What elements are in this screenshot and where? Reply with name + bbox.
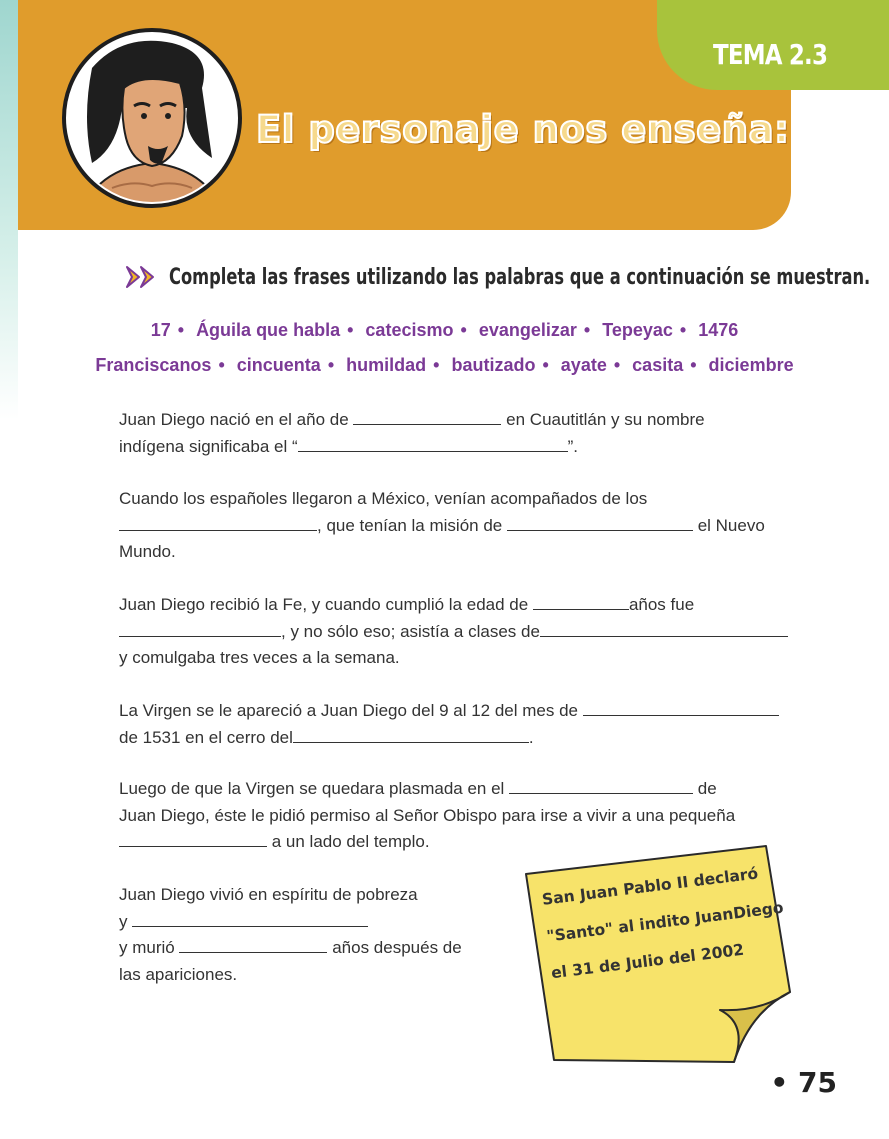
sentence-text: y comulgaba tres veces a la semana.: [119, 648, 400, 667]
fill-blank[interactable]: [119, 514, 317, 531]
fill-blank[interactable]: [179, 936, 327, 953]
sentence-text: Juan Diego vivió en espíritu de pobreza: [119, 885, 418, 904]
sentence-4: [119, 698, 819, 751]
sentence-text: el Nuevo: [697, 515, 765, 535]
sentence-text: Cuando los españoles llegaron a México, venían acompañados de los: [119, 489, 648, 508]
sentence-text: ”.: [567, 436, 579, 456]
sentence-text: Juan Diego, éste le pidió permiso al Señor Obispo para irse a vivir a una pequeña: [119, 805, 736, 825]
sentence-text: y murió: [119, 938, 175, 957]
word-bank-item: humildad: [346, 355, 427, 375]
word-bank-item: cincuenta: [236, 355, 321, 375]
word-bank-item: bautizado: [451, 355, 536, 375]
sentence-text: Juan Diego recibió la Fe, y cuando cumplió la edad de: [119, 595, 529, 614]
sentence-text: Luego de que la Virgen se quedara plasmada en el: [119, 779, 505, 798]
sticky-note-line: "Santo" al indito JuanDiego: [545, 898, 785, 946]
sticky-note-line: el 31 de Julio del 2002: [550, 940, 745, 983]
instruction-row: [125, 262, 871, 292]
sentence-text: de: [697, 779, 717, 798]
word-bank-item: Franciscanos: [95, 355, 212, 375]
fill-blank[interactable]: [353, 408, 501, 425]
sentence-text: Juan Diego nació en el año de: [119, 410, 349, 429]
page-number: • 75: [770, 1066, 837, 1099]
instruction-text: Completa las frases utilizando las palabras que a continuación se muestran.: [169, 264, 871, 290]
fill-blank[interactable]: [533, 593, 629, 610]
fill-blank[interactable]: [119, 620, 281, 637]
sentence-text: indígena significaba el “: [119, 436, 298, 456]
fill-blank[interactable]: [507, 514, 693, 531]
word-bank-item: casita: [632, 355, 684, 375]
word-bank-row-1: 17 • Águila que habla • catecismo • evangelizar • Tepeyac • 1476: [0, 320, 889, 341]
fill-blank[interactable]: [132, 910, 368, 927]
sentence-2: [119, 486, 819, 566]
word-bank-item: 1476: [698, 320, 739, 340]
sentence-text: de 1531 en el cerro del: [119, 727, 293, 747]
sentence-1: [119, 407, 819, 460]
tema-tab: [657, 0, 889, 90]
sentence-text: en Cuautitlán y su nombre: [506, 410, 705, 429]
fill-blank[interactable]: [583, 699, 779, 716]
double-arrow-icon: [125, 264, 161, 290]
sticky-note-line: San Juan Pablo II declaró: [541, 864, 760, 909]
sentence-text: años fue: [628, 595, 695, 614]
fill-blank[interactable]: [509, 777, 693, 794]
fill-blank[interactable]: [293, 726, 529, 743]
word-bank-row-2: Franciscanos • cincuenta • humildad • bautizado • ayate • casita • diciembre: [0, 355, 889, 376]
tema-label: TEMA 2.3: [712, 38, 827, 71]
sentence-text: , que tenían la misión de: [317, 515, 503, 535]
word-bank-item: 17: [150, 320, 171, 340]
sentence-text: Mundo.: [119, 542, 176, 561]
fill-blank[interactable]: [298, 435, 568, 452]
sentence-text: años después de: [332, 938, 462, 957]
word-bank-item: evangelizar: [478, 320, 577, 340]
juan-diego-portrait-icon: [62, 28, 242, 208]
word-bank-item: ayate: [560, 355, 607, 375]
word-bank-item: catecismo: [365, 320, 454, 340]
word-bank-item: Tepeyac: [602, 320, 673, 340]
sentence-text: , y no sólo eso; asistía a clases de: [281, 621, 540, 641]
word-bank-item: diciembre: [708, 355, 794, 375]
sentence-text: y: [119, 911, 128, 931]
fill-blank[interactable]: [540, 620, 788, 637]
sentence-text: La Virgen se le apareció a Juan Diego del 9 al 12 del mes de: [119, 701, 578, 720]
page-title: El personaje nos enseña:: [256, 108, 790, 151]
fill-blank[interactable]: [119, 830, 267, 847]
word-bank-item: Águila que habla: [196, 320, 341, 340]
sentence-text: las apariciones.: [119, 964, 238, 984]
sentence-3: [119, 592, 819, 672]
sentence-text: a un lado del templo.: [271, 832, 430, 851]
sentence-text: .: [528, 727, 534, 747]
